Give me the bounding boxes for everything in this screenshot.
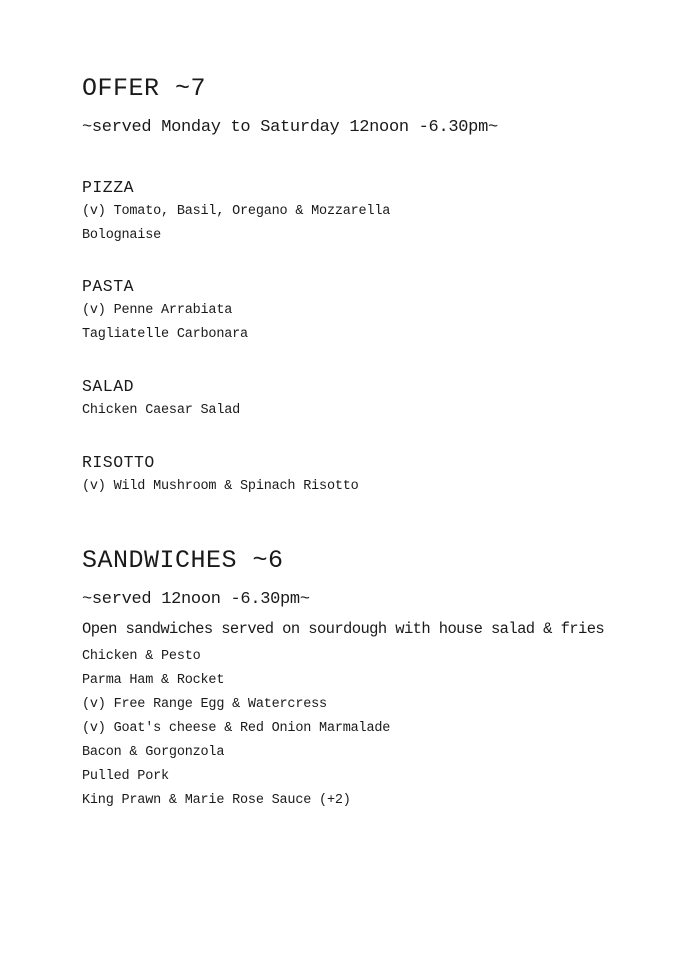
section-salad [82,375,240,423]
menu-item: Parma Ham & Rocket [82,673,225,688]
section-heading: PASTA [82,277,135,296]
offer-served-times: ~served Monday to Saturday 12noon -6.30pm~ [82,118,498,137]
section-heading: RISOTTO [82,453,155,472]
menu-item: (v) Penne Arrabiata [82,303,233,318]
menu-item: (v) Wild Mushroom & Spinach Risotto [82,479,359,494]
offer-title: OFFER ~7 [82,74,207,103]
menu-item: Chicken & Pesto [82,649,201,664]
section-heading: PIZZA [82,178,135,197]
section-risotto [82,451,359,499]
sandwiches-description: Open sandwiches served on sourdough with house salad & fries [82,620,605,638]
sandwiches-served-times: ~served 12noon -6.30pm~ [82,590,310,609]
menu-item: Bolognaise [82,228,162,243]
menu-item: (v) Goat's cheese & Red Onion Marmalade [82,721,391,736]
section-pizza [82,176,390,248]
menu-item: (v) Free Range Egg & Watercress [82,697,327,712]
section-heading: SALAD [82,377,135,396]
sandwiches-list [82,645,390,813]
section-pasta [82,275,248,347]
menu-item: King Prawn & Marie Rose Sauce (+2) [82,793,351,808]
menu-item: (v) Tomato, Basil, Oregano & Mozzarella [82,204,391,219]
menu-item: Tagliatelle Carbonara [82,327,248,342]
menu-item: Chicken Caesar Salad [82,403,241,418]
sandwiches-title: SANDWICHES ~6 [82,546,284,575]
menu-item: Pulled Pork [82,769,169,784]
menu-item: Bacon & Gorgonzola [82,745,225,760]
